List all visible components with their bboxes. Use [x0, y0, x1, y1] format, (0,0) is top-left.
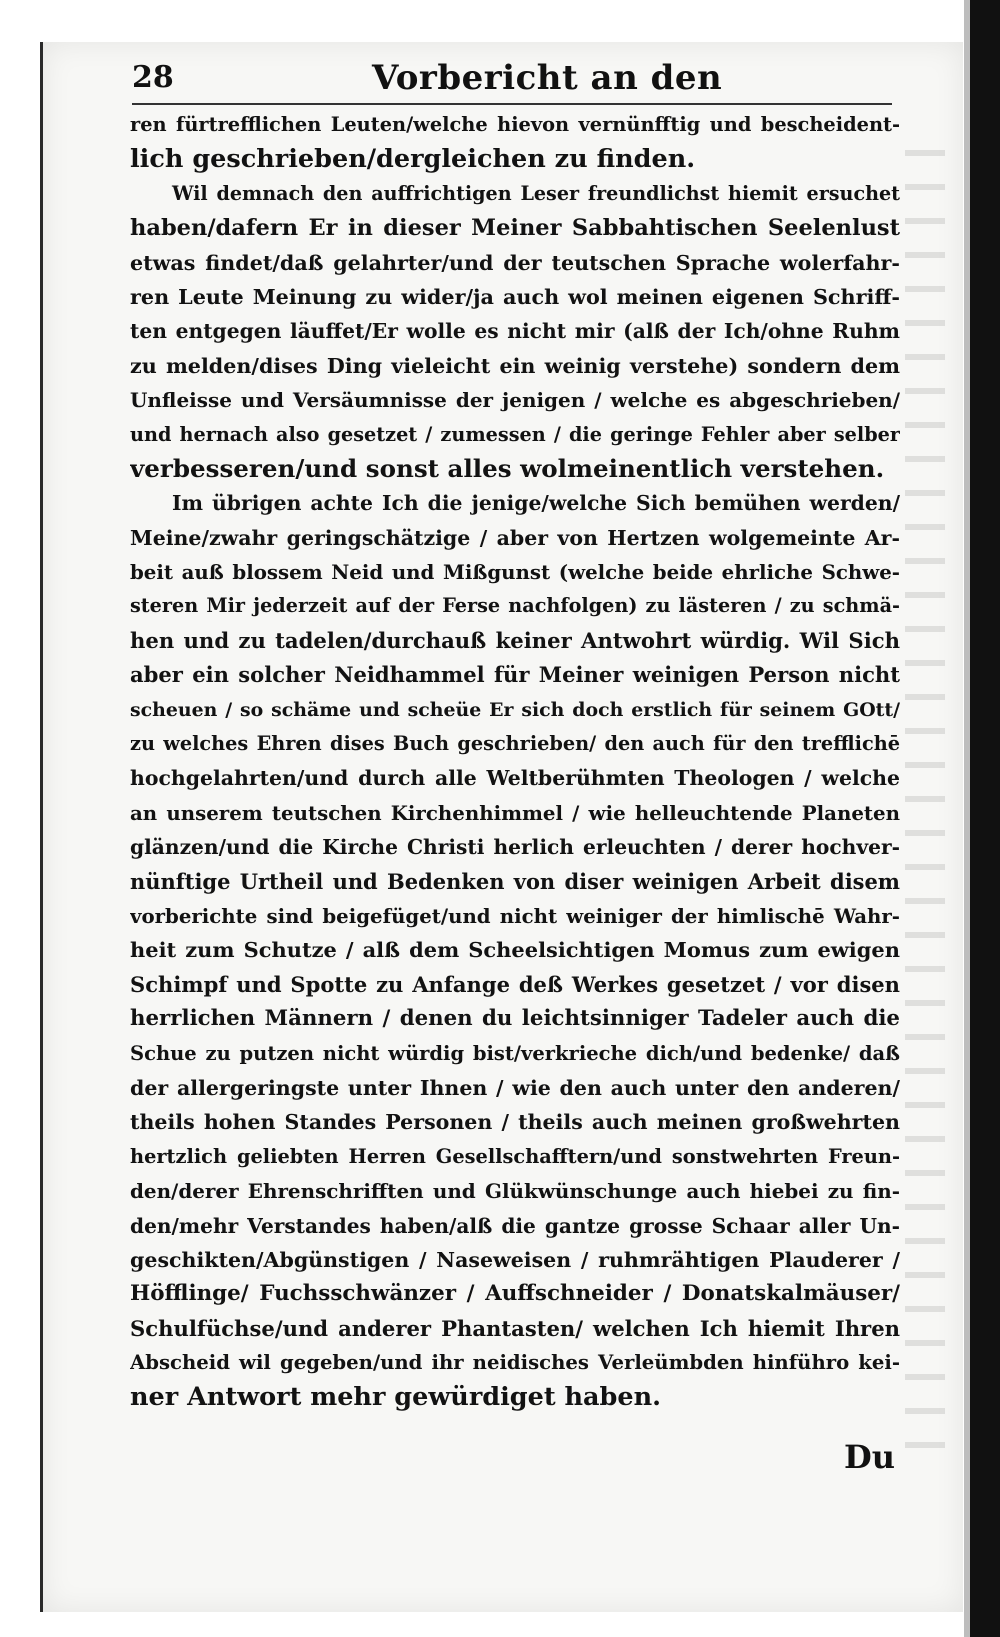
text-line: haben/dafern Er in dieser Meiner Sabbahtischen Seelenlust [130, 215, 900, 242]
text-line: Höfflinge/ Fuchsschwänzer / Auffschneider / Donatskalmäuser/ [130, 1281, 900, 1307]
text-line: der allergeringste unter Ihnen / wie den auch unter den anderen/ [130, 1075, 900, 1100]
header-rule [132, 103, 892, 105]
text-line: vorberichte sind beigefüget/und nicht weiniger der himlischē Wahr- [130, 903, 900, 928]
text-line: ten entgegen läuffet/Er wolle es nicht mir (alß der Ich/ohne Ruhm [130, 319, 900, 344]
text-line: lich geschrieben/dergleichen zu finden. [130, 144, 696, 175]
text-line: glänzen/und die Kirche Christi herlich erleuchten / derer hochver- [130, 835, 900, 860]
text-line: hen und zu tadelen/durchauß keiner Antwohrt würdig. Wil Sich [130, 627, 900, 653]
text-line: scheuen / so schäme und scheüe Er sich doch erstlich für seinem GOtt/ [130, 698, 900, 721]
text-line: Meine/zwahr geringschätzige / aber von Hertzen wolgemeinte Ar- [130, 525, 900, 550]
text-line: zu melden/dises Ding vieleicht ein weinig verstehe) sondern dem [130, 353, 900, 378]
text-line: ren fürtrefflichen Leuten/welche hievon vernünfftig und bescheident- [130, 113, 900, 136]
page-number: 28 [132, 60, 174, 95]
text-line: Im übrigen achte Ich die jenige/welche Sich bemühen werden/ [172, 491, 900, 516]
scan-dark-edge [970, 0, 1000, 1637]
running-head: Vorbericht an den [372, 58, 723, 98]
text-line: beit auß blossem Neid und Mißgunst (welche beide ehrliche Schwe- [130, 560, 900, 585]
text-line: nünftige Urtheil und Bedenken von diser weinigen Arbeit disem [130, 868, 900, 894]
text-line: herrlichen Männern / denen du leichtsinniger Tadeler auch die [130, 1006, 900, 1032]
text-line: ner Antwort mehr gewürdiget haben. [130, 1382, 662, 1413]
text-line: den/mehr Verstandes haben/alß die gantze grosse Schaar aller Un- [130, 1213, 900, 1238]
text-line: Schimpf und Spotte zu Anfange deß Werkes gesetzet / vor disen [130, 971, 900, 997]
text-line: theils hohen Standes Personen / theils auch meinen großwehrten [130, 1110, 900, 1135]
text-line: Schue zu putzen nicht würdig bist/verkrieche dich/und bedenke/ daß [130, 1041, 900, 1065]
text-line: verbesseren/und sonst alles wolmeinentlich verstehen. [130, 453, 885, 483]
text-line: Wil demnach den auffrichtigen Leser freundlichst hiemit ersuchet [172, 181, 900, 205]
text-line: aber ein solcher Neidhammel für Meiner weinigen Person nicht [130, 662, 900, 688]
page-header [132, 58, 892, 102]
text-line: den/derer Ehrenschrifften und Glükwünschunge auch hiebei zu fin- [130, 1179, 900, 1204]
scan-edge-strip [964, 0, 970, 1637]
text-line: hochgelahrten/und durch alle Weltberühmten Theologen / welche [130, 766, 900, 791]
text-line: Abscheid wil gegeben/und ihr neidisches Verleümbden hinführo kei- [130, 1351, 900, 1375]
text-line: an unserem teutschen Kirchenhimmel / wie helleuchtende Planeten [130, 800, 900, 825]
text-line: Schulfüchse/und anderer Phantasten/ welchen Ich hiemit Ihren [130, 1315, 900, 1341]
text-line: hertzlich geliebten Herren Gesellschafftern/und sonstwehrten Freun- [130, 1144, 900, 1168]
text-line: etwas findet/daß gelahrter/und der teutschen Sprache wolerfahr- [130, 250, 900, 275]
text-line: zu welches Ehren dises Buch geschrieben/ den auch für den trefflichē [130, 732, 900, 756]
body-text [130, 108, 900, 1415]
text-line: heit zum Schutze / alß dem Scheelsichtigen Momus zum ewigen [130, 937, 900, 963]
text-line: steren Mir jederzeit auf der Ferse nachfolgen) zu lästeren / zu schmä- [130, 594, 900, 618]
text-line: ren Leute Meinung zu wider/ja auch wol meinen eigenen Schriff- [130, 284, 900, 309]
text-line: geschikten/Abgünstigen / Naseweisen / ruhmrähtigen Plauderer / [130, 1247, 900, 1272]
catchword: Du [844, 1438, 896, 1476]
text-line: und hernach also gesetzet / zumessen / die geringe Fehler aber selber [130, 422, 900, 446]
text-line: Unfleisse und Versäumnisse der jenigen / welche es abgeschrieben/ [130, 388, 900, 413]
show-through-bleed [905, 150, 945, 1450]
